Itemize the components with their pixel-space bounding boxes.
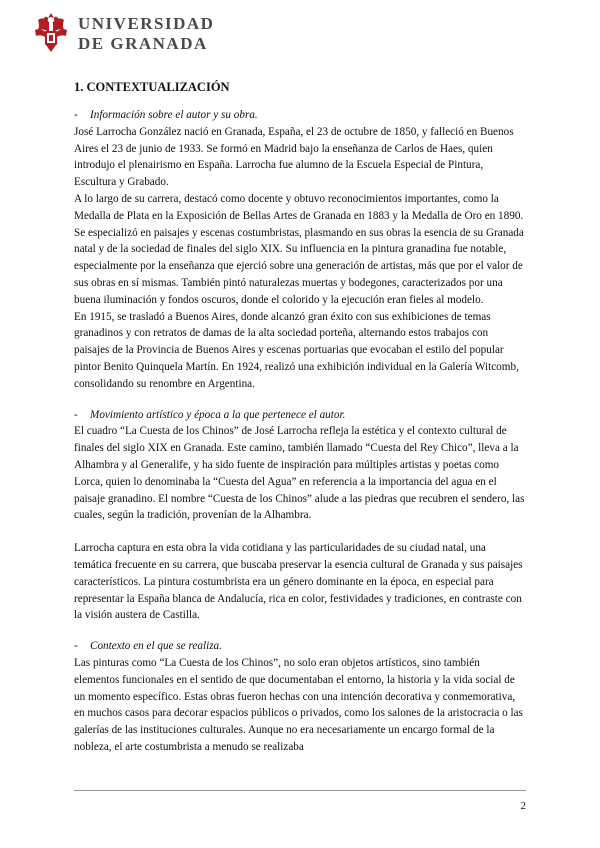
subsection-title: Movimiento artístico y época a la que pertenece el autor. [90,408,346,421]
university-name-line2: DE GRANADA [78,33,208,53]
paragraph: Larrocha captura en esta obra la vida cotidiana y las particularidades de su ciudad natal, una temática frecuente en su carrera, que buscaba preservar la esencia cultural de Granada y sus paisajes característicos. La pintura costumbrista era un género dominante en la época, en especial para representar la España blanca de Andalucía, rica en color, festividades y tradiciones, en contraste con la visión austera de Castilla. [74,542,523,622]
paragraph: Se especializó en paisajes y escenas costumbristas, plasmando en sus obras la esencia de su Granada natal y de la sociedad de finales del siglo XIX. Su influencia en la pintura granadina fue notable, especialmente por la enseñanza que ejerció sobre una generación de artistas, más que por el valor de sus obras en sí mismas. También pintó naturalezas muertas y bodegones, caracterizados por una buena iluminación y fondos oscuros, donde el colorido y la ejecución eran fieles al modelo. [74,226,524,306]
university-name-line1: UNIVERSIDAD [78,13,215,33]
section-title: 1. CONTEXTUALIZACIÓN [74,80,230,94]
subsection-heading [74,638,526,655]
university-crest-icon [32,10,70,56]
subsection-heading [74,107,526,124]
subsection-title: Información sobre el autor y su obra. [90,109,258,121]
paragraph: El cuadro “La Cuesta de los Chinos” de José Larrocha refleja la estética y el contexto cultural de finales del siglo XIX en Granada. Este camino, también llamado “Cuesta del Rey Chico”, lleva a la Alhambra y al Generalife, y ha sido fuente de inspiración para múltiples artistas y poetas como Lorca, quien lo denominaba la “Cuesta del Agua” en referencia a la importancia del agua en el paisaje granadino. El nombre “Cuesta de los Chinos” alude a las piedras que recubren el sendero, las cuales, según la tradición, provenían de la Alhambra. [74,425,525,522]
page-number: 2 [520,800,526,812]
paragraph: Las pinturas como “La Cuesta de los Chinos”, no solo eran objetos artísticos, sino también elementos funcionales en el sentido de que documentaban el entorno, la historia y la vida social de un momento específico. Estas obras fueron hechas con una intención decorativa y conmemorativa, en muchos casos para decorar espacios públicos o privados, como los salones de la aristocracia o las galerías de las instituciones culturales. Aunque no era necesariamente un encargo formal de la nobleza, el arte costumbrista a menudo se realizaba [74,656,523,753]
paragraph: A lo largo de su carrera, destacó como docente y obtuvo reconocimientos importantes, como la Medalla de Plata en la Exposición de Bellas Artes de Granada en 1883 y la Medalla de Oro en 1890. [74,192,524,222]
document-body [74,107,526,756]
bullet-dash: - [74,640,78,653]
subsection-title: Contexto en el que se realiza. [90,640,222,653]
paragraph: En 1915, se trasladó a Buenos Aires, donde alcanzó gran éxito con sus exhibiciones de temas granadinos y con retratos de damas de la alta sociedad porteña, alternando estos trabajos con paisajes de la Provincia de Buenos Aires y escenas portuarias que evocaban el estilo del popular pintor Benito Quinquela Martín. En 1924, realizó una exhibición individual en la Galería Witcomb, consolidando su renombre en Argentina. [74,310,519,390]
bullet-dash: - [74,109,78,121]
footer-rule [74,790,526,791]
university-header [32,10,214,56]
paragraph: José Larrocha González nació en Granada, España, el 23 de octubre de 1850, y falleció en Buenos Aires el 23 de junio de 1933. Se formó en Madrid bajo la enseñanza de Carlos de Haes, quien introdujo el plenairismo en España. Larrocha fue alumno de la Escuela Especial de Pintura, Escultura y Grabado. [74,125,514,189]
bullet-dash: - [74,408,78,421]
subsection-heading [74,407,526,424]
